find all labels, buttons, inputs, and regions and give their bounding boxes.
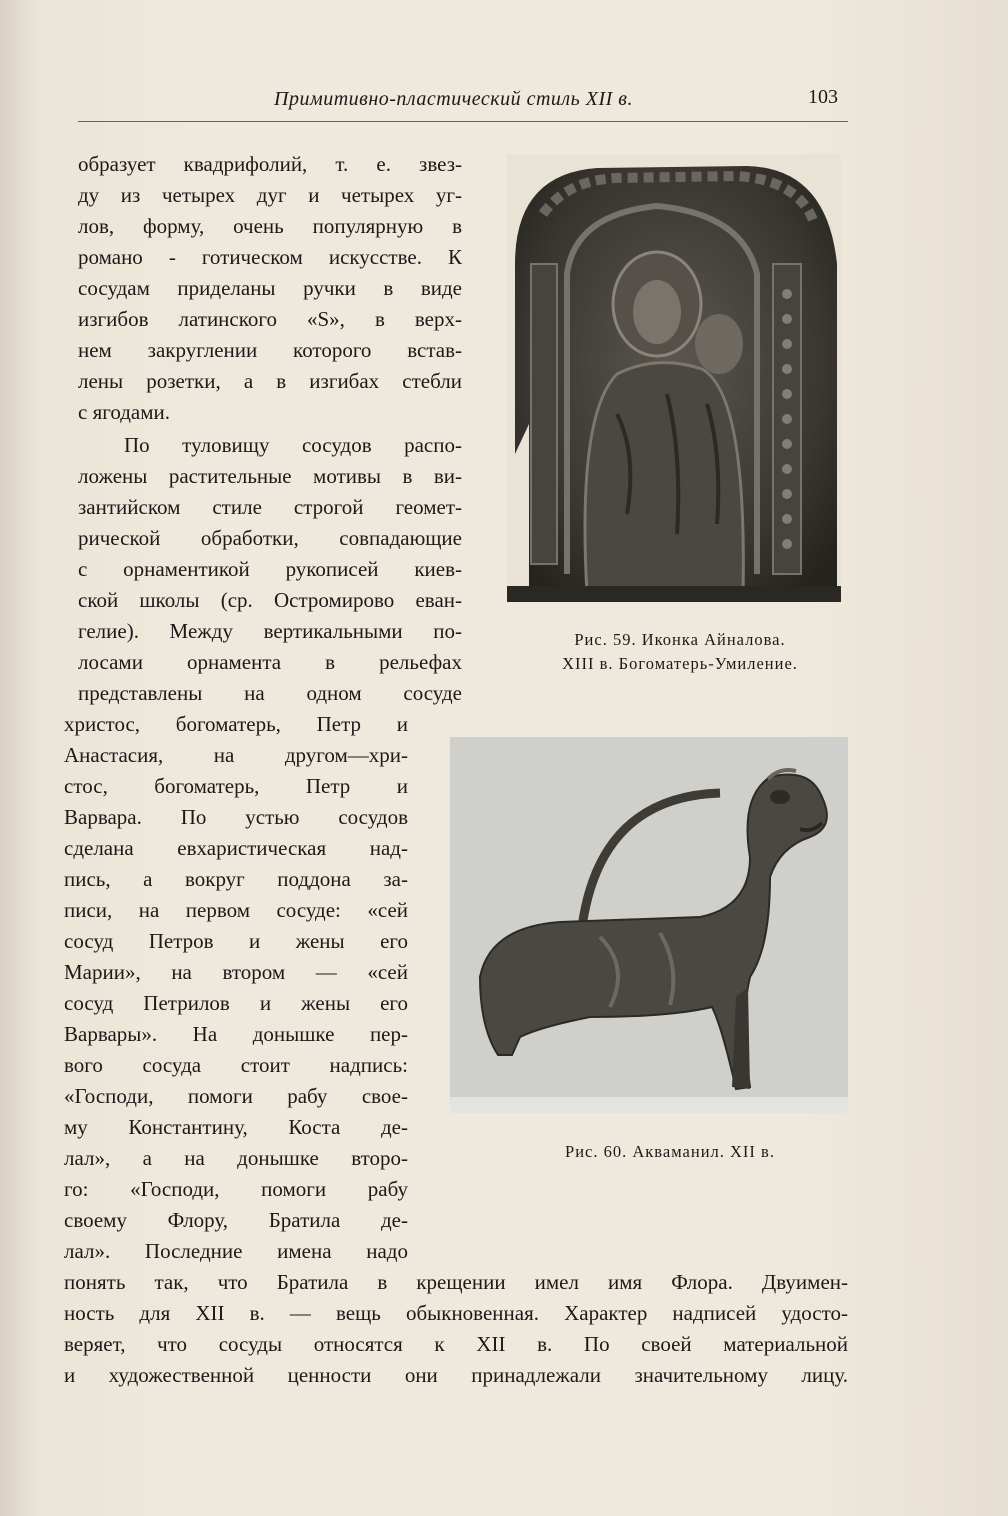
figure-59-caption-line-1: Рис. 59. Иконка Айналова.	[574, 630, 786, 649]
figure-60-caption: Рис. 60. Акваманил. XII в.	[565, 1142, 775, 1161]
text-line: ность для XII в. — вещь обыкновенная. Характер надписей удосто-	[64, 1301, 848, 1325]
text-line: рической обработки, совпадающие	[78, 526, 462, 550]
figure-60-aquamanile-photo	[450, 737, 848, 1113]
figure-59-caption-line-2: XIII в. Богоматерь-Умиление.	[562, 654, 798, 673]
text-line: писи, на первом сосуде: «сей	[64, 898, 408, 922]
text-line: вого сосуда стоит надпись:	[64, 1053, 408, 1077]
text-line: Анастасия, на другом—хри-	[64, 743, 408, 767]
text-line: лал». Последние имена надо	[64, 1239, 408, 1263]
text-line: изгибов латинского «S», в верх-	[78, 307, 462, 331]
text-line: христос, богоматерь, Петр и	[64, 712, 408, 736]
text-line: лосами орнамента в рельефах	[78, 650, 462, 674]
figure-59-icon-photo	[507, 154, 841, 602]
text-line: пись, а вокруг поддона за-	[64, 867, 408, 891]
text-line: По туловищу сосудов распо-	[124, 433, 462, 457]
text-line: му Константину, Коста де-	[64, 1115, 408, 1139]
text-line: Варвара. По устью сосудов	[64, 805, 408, 829]
text-line: ложены растительные мотивы в ви-	[78, 464, 462, 488]
header-rule	[78, 121, 848, 122]
text-line: и художественной ценности они принадлежали значительному лицу.	[64, 1363, 848, 1387]
text-line: «Господи, помоги рабу свое-	[64, 1084, 408, 1108]
text-line: сосуд Петрилов и жены его	[64, 991, 408, 1015]
text-line: Варвары». На донышке пер-	[64, 1022, 408, 1046]
text-line: лал», а на донышке второ-	[64, 1146, 408, 1170]
text-line: лены розетки, а в изгибах стебли	[78, 369, 462, 393]
text-line: понять так, что Братила в крещении имел имя Флора. Двуимен-	[64, 1270, 848, 1294]
text-line: образует квадрифолий, т. е. звез-	[78, 152, 462, 176]
text-line: представлены на одном сосуде	[78, 681, 462, 705]
text-line: стос, богоматерь, Петр и	[64, 774, 408, 798]
running-title: Примитивно-пластический стиль XII в.	[274, 88, 633, 110]
text-line: лов, форму, очень популярную в	[78, 214, 462, 238]
text-line: зантийском стиле строгой геомет-	[78, 495, 462, 519]
text-line: Марии», на втором — «сей	[64, 960, 408, 984]
text-line: ской школы (ср. Остромирово еван-	[78, 588, 462, 612]
page-number: 103	[808, 86, 838, 108]
text-line: сосуд Петров и жены его	[64, 929, 408, 953]
text-line: с орнаментикой рукописей киев-	[78, 557, 462, 581]
running-header	[78, 88, 846, 118]
text-line: сосудам приделаны ручки в виде	[78, 276, 462, 300]
text-line: гелие). Между вертикальными по-	[78, 619, 462, 643]
text-line: го: «Господи, помоги рабу	[64, 1177, 408, 1201]
text-line: ду из четырех дуг и четырех уг-	[78, 183, 462, 207]
text-line: сделана евхаристическая над-	[64, 836, 408, 860]
text-line: веряет, что сосуды относятся к XII в. По своей материальной	[64, 1332, 848, 1356]
text-line: романо - готическом искусстве. К	[78, 245, 462, 269]
text-line: с ягодами.	[78, 400, 170, 424]
text-line: своему Флору, Братила де-	[64, 1208, 408, 1232]
text-line: нем закруглении которого встав-	[78, 338, 462, 362]
